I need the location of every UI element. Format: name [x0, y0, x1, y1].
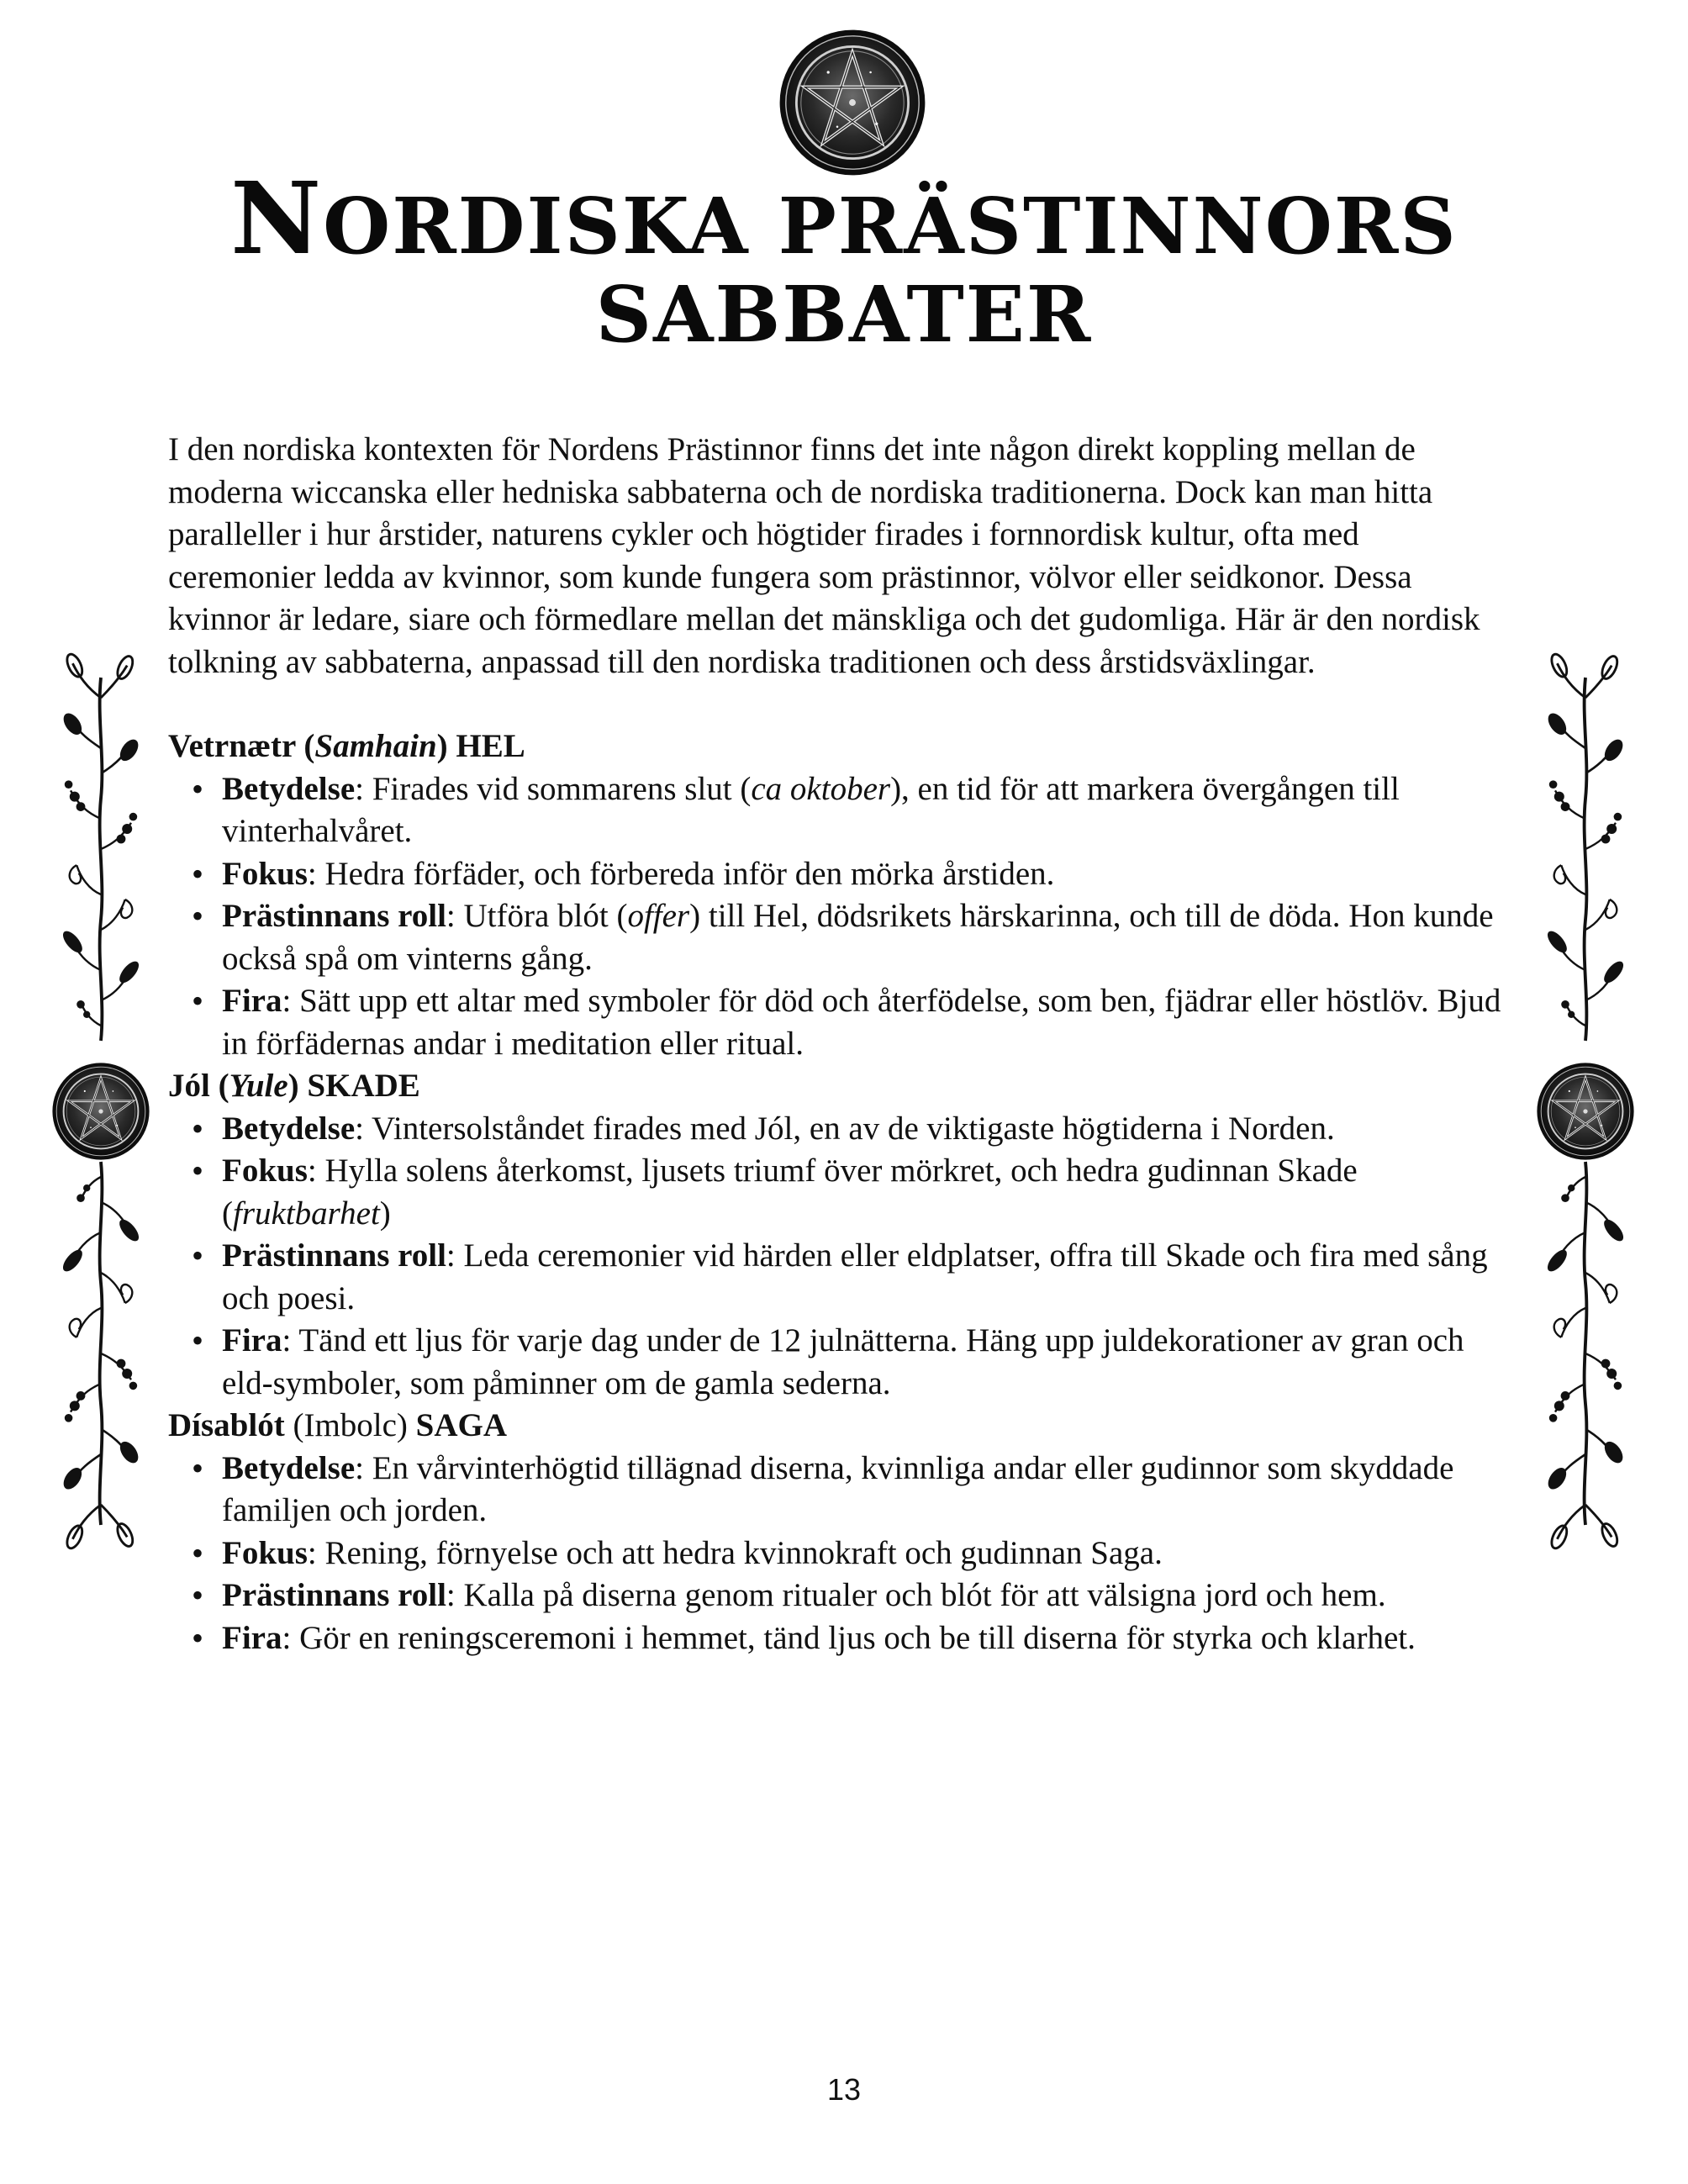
vine-border-left-icon	[50, 647, 151, 1555]
item-text: Leda ceremonier vid härden eller eldplatser, offra till Skade och fira med sång och poesi.	[222, 1237, 1488, 1316]
item-separator: :	[355, 1110, 372, 1147]
item-text: Tänd ett ljus för varje dag under de 12 julnätterna. Häng upp juldekorationer av gran och eld-symboler, som påminner om de gamla sederna.	[222, 1322, 1464, 1401]
paren: (	[284, 1407, 304, 1443]
list-item	[222, 1575, 1513, 1617]
list-item	[222, 1320, 1513, 1405]
item-separator: :	[282, 1619, 300, 1656]
main-content	[168, 429, 1513, 1659]
item-separator: :	[446, 1577, 464, 1613]
intro-paragraph: I den nordiska kontexten för Nordens Prästinnor finns det inte någon direkt koppling mellan de moderna wiccanska eller hedniska sabbaterna och de nordiska traditionerna. Dock kan man hitta paralleller i hur årstider, naturens cykler och högtider firades i fornnordisk kultur, ofta med ceremonier ledda av kvinnor, som kunde fungera som prästinnor, völvor eller seidkonor. Dessa kvinnor är ledare, siare och förmedlare mellan det mänskliga och det gudomliga. Här är den nordisk tolkning av sabbaterna, anpassad till den nordiska traditionen och dess årstidsväxlingar.	[168, 431, 1480, 680]
item-text: En vårvinterhögtid tillägnad diserna, kvinnliga andar eller gudinnor som skyddade familjen och jorden.	[222, 1449, 1454, 1528]
list-item	[222, 853, 1513, 896]
item-text: Firades vid sommarens slut (	[372, 770, 752, 807]
item-label: Betydelse	[222, 1110, 356, 1147]
paren: (	[295, 728, 315, 764]
list-item	[222, 1108, 1513, 1151]
item-label: Fokus	[222, 1534, 308, 1571]
item-separator: :	[355, 770, 372, 807]
section-list	[168, 1448, 1513, 1660]
section-deity: SKADE	[307, 1068, 420, 1104]
section-deity: SAGA	[415, 1407, 508, 1443]
item-separator: :	[307, 1153, 325, 1189]
item-label: Betydelse	[222, 770, 356, 807]
item-text: Rening, förnyelse och att hedra kvinnokraft och gudinnan Saga.	[324, 1534, 1163, 1571]
section-name: Dísablót	[168, 1407, 285, 1443]
item-separator: :	[282, 1322, 299, 1358]
page-title-line-1	[0, 160, 1688, 277]
item-text: Sätt upp ett altar med symboler för död och återfödelse, som ben, fjädrar eller höstlöv. Bjud in förfädernas andar i meditation eller ritual.	[222, 983, 1501, 1062]
paren: )	[396, 1407, 416, 1443]
item-text: Vintersolståndet firades med Jól, en av de viktigaste högtiderna i Norden.	[372, 1110, 1335, 1147]
item-separator: :	[446, 898, 464, 934]
item-text: ) till Hel, dödsrikets härskarinna, och till de döda. Hon kunde också spå om vinterns gång.	[222, 898, 1494, 977]
item-label: Prästinnans roll	[222, 1577, 446, 1613]
item-label: Prästinnans roll	[222, 898, 446, 934]
paren: )	[436, 728, 456, 764]
list-item	[222, 1532, 1513, 1575]
page-title-line-2: SABBATER	[595, 269, 1093, 360]
item-text: Gör en reningsceremoni i hemmet, tänd ljus och be till diserna för styrka och klarhet.	[299, 1619, 1416, 1656]
item-italic: ca oktober	[751, 770, 891, 807]
sabbat-sections	[168, 725, 1513, 1659]
item-label: Fokus	[222, 855, 308, 892]
pentagram-medallion-icon	[777, 27, 928, 178]
item-separator: :	[355, 1449, 372, 1486]
item-label: Betydelse	[222, 1449, 356, 1486]
item-label: Prästinnans roll	[222, 1237, 446, 1274]
item-text: ), en tid för att markera övergången till vinterhalvåret.	[222, 770, 1400, 849]
section-alt-name: Yule	[229, 1068, 288, 1104]
item-separator: :	[446, 1237, 464, 1274]
section-heading	[168, 1405, 1513, 1448]
section-name: Vetrnætr	[168, 728, 296, 764]
section-name: Jól	[168, 1068, 210, 1104]
item-label: Fira	[222, 1619, 282, 1656]
list-item	[222, 1235, 1513, 1320]
item-text: )	[379, 1195, 391, 1232]
paren: (	[209, 1068, 229, 1104]
title-initial: N	[230, 160, 324, 277]
title-rest: ORDISKA PRÄSTINNORS	[323, 181, 1458, 272]
item-label: Fira	[222, 1322, 282, 1358]
section-list	[168, 768, 1513, 1066]
section-heading	[168, 725, 1513, 768]
section-alt-name: Imbolc	[303, 1407, 397, 1443]
item-separator: :	[307, 1534, 325, 1571]
page-number: 13	[826, 2072, 862, 2107]
item-label: Fokus	[222, 1153, 308, 1189]
item-text: Hylla solens återkomst, ljusets triumf över mörkret, och hedra gudinnan Skade (	[222, 1153, 1358, 1232]
item-text: Kalla på diserna genom ritualer och blót för att välsigna jord och hem.	[463, 1577, 1386, 1613]
list-item	[222, 1150, 1513, 1235]
paren: )	[287, 1068, 308, 1104]
item-text: Utföra blót (	[463, 898, 628, 934]
item-text: Hedra förfäder, och förbereda inför den mörka årstiden.	[324, 855, 1055, 892]
section-alt-name: Samhain	[314, 728, 437, 764]
item-separator: :	[307, 855, 325, 892]
list-item	[222, 768, 1513, 853]
section-list	[168, 1108, 1513, 1406]
vine-border-right-icon	[1535, 647, 1636, 1555]
item-italic: offer	[627, 898, 690, 934]
list-item	[222, 1617, 1513, 1660]
item-separator: :	[282, 983, 300, 1019]
section-heading	[168, 1065, 1513, 1108]
section-deity: HEL	[456, 728, 525, 764]
list-item	[222, 895, 1513, 980]
list-item	[222, 1448, 1513, 1532]
item-label: Fira	[222, 983, 282, 1019]
list-item	[222, 980, 1513, 1065]
item-italic: fruktbarhet	[233, 1195, 380, 1232]
